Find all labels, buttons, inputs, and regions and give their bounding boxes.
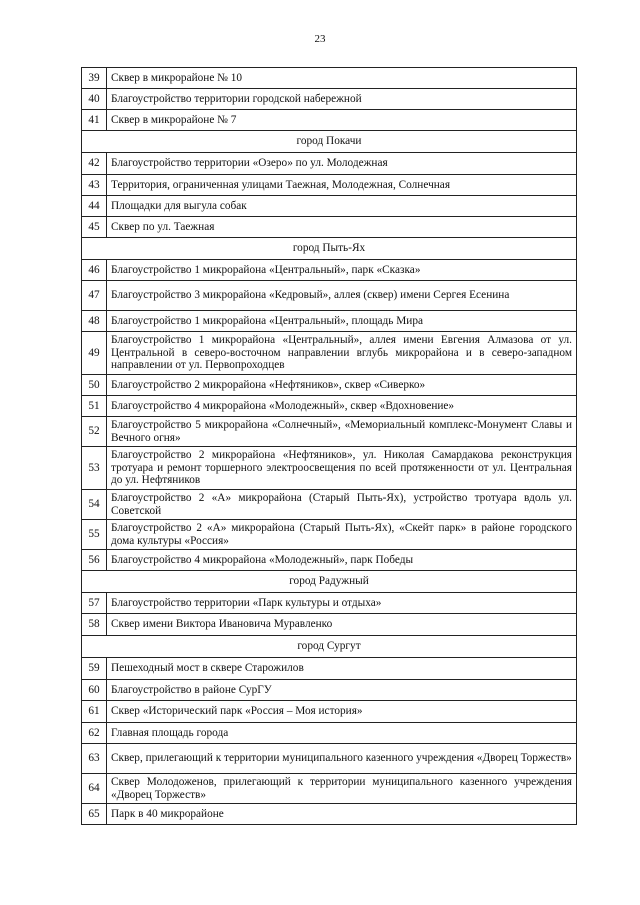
table-row bbox=[82, 153, 577, 175]
object-name: Площадки для выгула собак bbox=[107, 196, 577, 217]
row-number: 54 bbox=[82, 490, 107, 520]
table-row bbox=[82, 110, 577, 131]
object-name: Сквер в микрорайоне № 10 bbox=[107, 68, 577, 89]
row-number: 58 bbox=[82, 614, 107, 636]
row-number: 45 bbox=[82, 217, 107, 238]
object-name: Сквер, прилегающий к территории муниципального казенного учреждения «Дворец Торжеств» bbox=[107, 744, 577, 774]
row-number: 47 bbox=[82, 281, 107, 311]
table-row bbox=[82, 490, 577, 520]
row-number: 63 bbox=[82, 744, 107, 774]
object-name: Главная площадь города bbox=[107, 723, 577, 744]
table-row bbox=[82, 744, 577, 774]
object-name: Благоустройство 2 микрорайона «Нефтяников», сквер «Сиверко» bbox=[107, 375, 577, 396]
row-number: 60 bbox=[82, 680, 107, 701]
table-row bbox=[82, 196, 577, 217]
object-name: Благоустройство 2 микрорайона «Нефтяников», ул. Николая Самардакова реконструкция тротуара и ремонт торшерного электроосвещения по всей протяженности от ул. Центральная до ул. Нефтяников bbox=[107, 447, 577, 490]
table-row bbox=[82, 417, 577, 447]
section-title: город Сургут bbox=[82, 636, 577, 658]
object-name: Сквер в микрорайоне № 7 bbox=[107, 110, 577, 131]
table-row bbox=[82, 311, 577, 332]
row-number: 56 bbox=[82, 550, 107, 571]
section-row bbox=[82, 238, 577, 260]
object-name: Благоустройство 1 микрорайона «Центральный», парк «Сказка» bbox=[107, 260, 577, 281]
table-row bbox=[82, 550, 577, 571]
table-row bbox=[82, 68, 577, 89]
objects-table-body bbox=[82, 68, 577, 825]
row-number: 53 bbox=[82, 447, 107, 490]
table-row bbox=[82, 332, 577, 375]
table-row bbox=[82, 375, 577, 396]
object-name: Благоустройство 4 микрорайона «Молодежный», сквер «Вдохновение» bbox=[107, 396, 577, 417]
row-number: 51 bbox=[82, 396, 107, 417]
object-name: Сквер по ул. Таежная bbox=[107, 217, 577, 238]
row-number: 48 bbox=[82, 311, 107, 332]
section-row bbox=[82, 636, 577, 658]
object-name: Территория, ограниченная улицами Таежная, Молодежная, Солнечная bbox=[107, 175, 577, 196]
object-name: Благоустройство 2 «А» микрорайона (Старый Пыть-Ях), устройство тротуара вдоль ул. Советской bbox=[107, 490, 577, 520]
section-title: город Радужный bbox=[82, 571, 577, 593]
table-row bbox=[82, 804, 577, 825]
row-number: 44 bbox=[82, 196, 107, 217]
row-number: 55 bbox=[82, 520, 107, 550]
section-title: город Покачи bbox=[82, 131, 577, 153]
row-number: 62 bbox=[82, 723, 107, 744]
row-number: 42 bbox=[82, 153, 107, 175]
row-number: 39 bbox=[82, 68, 107, 89]
objects-table bbox=[81, 67, 577, 825]
object-name: Благоустройство территории городской набережной bbox=[107, 89, 577, 110]
object-name: Сквер Молодоженов, прилегающий к территории муниципального казенного учреждения «Дворец Торжеств» bbox=[107, 774, 577, 804]
row-number: 40 bbox=[82, 89, 107, 110]
table-row bbox=[82, 281, 577, 311]
table-row bbox=[82, 447, 577, 490]
object-name: Благоустройство 1 микрорайона «Центральный», площадь Мира bbox=[107, 311, 577, 332]
object-name: Благоустройство 5 микрорайона «Солнечный», «Мемориальный комплекс-Монумент Славы и Вечного огня» bbox=[107, 417, 577, 447]
table-row bbox=[82, 260, 577, 281]
page-number: 23 bbox=[314, 33, 326, 45]
object-name: Благоустройство территории «Парк культуры и отдыха» bbox=[107, 593, 577, 614]
row-number: 64 bbox=[82, 774, 107, 804]
section-title: город Пыть-Ях bbox=[82, 238, 577, 260]
table-row bbox=[82, 217, 577, 238]
object-name: Благоустройство 1 микрорайона «Центральный», аллея имени Евгения Алмазова от ул. Центральной в северо-восточном направлении вглубь микрорайона и в северо-западном направлении от ул. Первопроходцев bbox=[107, 332, 577, 375]
row-number: 57 bbox=[82, 593, 107, 614]
object-name: Сквер имени Виктора Ивановича Муравленко bbox=[107, 614, 577, 636]
object-name: Благоустройство территории «Озеро» по ул. Молодежная bbox=[107, 153, 577, 175]
table-row bbox=[82, 723, 577, 744]
table-row bbox=[82, 658, 577, 680]
row-number: 43 bbox=[82, 175, 107, 196]
row-number: 50 bbox=[82, 375, 107, 396]
object-name: Пешеходный мост в сквере Старожилов bbox=[107, 658, 577, 680]
row-number: 59 bbox=[82, 658, 107, 680]
object-name: Благоустройство 3 микрорайона «Кедровый», аллея (сквер) имени Сергея Есенина bbox=[107, 281, 577, 311]
row-number: 52 bbox=[82, 417, 107, 447]
section-row bbox=[82, 131, 577, 153]
table-row bbox=[82, 701, 577, 723]
section-row bbox=[82, 571, 577, 593]
object-name: Благоустройство 4 микрорайона «Молодежный», парк Победы bbox=[107, 550, 577, 571]
objects-table-container bbox=[81, 67, 577, 825]
object-name: Благоустройство в районе СурГУ bbox=[107, 680, 577, 701]
table-row bbox=[82, 593, 577, 614]
row-number: 46 bbox=[82, 260, 107, 281]
row-number: 65 bbox=[82, 804, 107, 825]
table-row bbox=[82, 89, 577, 110]
object-name: Парк в 40 микрорайоне bbox=[107, 804, 577, 825]
table-row bbox=[82, 614, 577, 636]
row-number: 61 bbox=[82, 701, 107, 723]
row-number: 41 bbox=[82, 110, 107, 131]
object-name: Благоустройство 2 «А» микрорайона (Старый Пыть-Ях), «Скейт парк» в районе городского дома культуры «Россия» bbox=[107, 520, 577, 550]
table-row bbox=[82, 396, 577, 417]
table-row bbox=[82, 175, 577, 196]
object-name: Сквер «Исторический парк «Россия – Моя история» bbox=[107, 701, 577, 723]
table-row bbox=[82, 680, 577, 701]
table-row bbox=[82, 520, 577, 550]
row-number: 49 bbox=[82, 332, 107, 375]
table-row bbox=[82, 774, 577, 804]
